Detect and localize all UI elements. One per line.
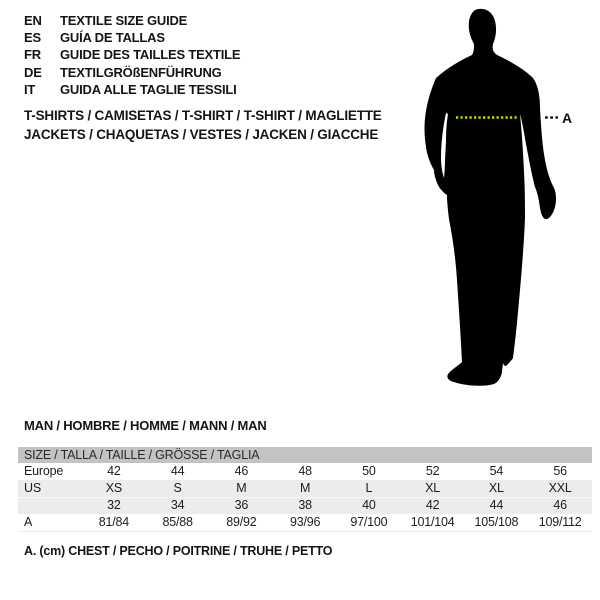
table-cell: 81/84	[98, 515, 130, 529]
size-table-header: SIZE / TALLA / TAILLE / GRÖSSE / TAGLIA	[18, 447, 592, 463]
table-cell: S	[173, 481, 182, 495]
table-cell: XL	[425, 481, 441, 495]
table-cell: 42	[425, 498, 440, 512]
lang-row-de	[24, 64, 240, 81]
table-cell: 97/100	[350, 515, 388, 529]
table-cell: M	[300, 481, 311, 495]
table-cell: 50	[362, 464, 376, 478]
lang-label: TEXTILGRÖßENFÜHRUNG	[60, 64, 222, 80]
table-cell: 105/108	[474, 515, 519, 529]
table-row-europe	[18, 463, 592, 480]
lang-row-es	[24, 29, 240, 46]
lang-label: GUIDE DES TAILLES TEXTILE	[60, 47, 241, 63]
lang-code: IT	[24, 81, 36, 97]
table-row-chest-cm	[18, 514, 592, 532]
section-label-man: MAN / HOMBRE / HOMME / MANN / MAN	[24, 418, 267, 433]
table-cell: 34	[170, 498, 185, 512]
category-line-tshirts: T-SHIRTS / CAMISETAS / T-SHIRT / T-SHIRT / MAGLIETTE	[24, 108, 382, 123]
table-cell: 40	[362, 498, 376, 512]
table-cell: 85/88	[162, 515, 193, 529]
row-label	[18, 497, 82, 514]
table-cell: 101/104	[410, 515, 455, 529]
table-cell: 32	[107, 498, 121, 512]
category-line-jackets: JACKETS / CHAQUETAS / VESTES / JACKEN / GIACCHE	[24, 127, 379, 142]
lang-label: GUIDA ALLE TAGLIE TESSILI	[60, 81, 237, 97]
row-label: A	[24, 515, 33, 529]
table-cell: XXL	[548, 481, 572, 495]
lang-code: DE	[24, 64, 42, 80]
lang-code: ES	[24, 30, 41, 46]
table-cell: 36	[234, 498, 249, 512]
table-cell: 89/92	[226, 515, 257, 529]
table-cell: 42	[107, 464, 121, 478]
male-silhouette	[425, 9, 557, 386]
garment-category-block	[24, 106, 382, 144]
table-cell: 38	[298, 498, 312, 512]
table-cell: 46	[553, 498, 567, 512]
male-silhouette-figure	[420, 0, 600, 400]
lang-code: EN	[24, 13, 42, 28]
row-label: Europe	[24, 464, 64, 478]
lang-label: TEXTILE SIZE GUIDE	[60, 13, 188, 28]
table-cell: 52	[425, 464, 440, 478]
size-table	[18, 447, 592, 532]
table-cell: 109/112	[538, 515, 582, 529]
lang-row-fr	[24, 46, 240, 63]
table-cell: L	[365, 481, 373, 495]
lang-row-en	[24, 12, 240, 29]
language-title-block	[24, 12, 240, 98]
table-cell: XS	[105, 481, 123, 495]
table-cell: 44	[170, 464, 185, 478]
table-cell: 54	[489, 464, 504, 478]
row-label: US	[24, 481, 41, 495]
table-cell: 48	[298, 464, 312, 478]
table-cell: 46	[234, 464, 249, 478]
table-row-numeric	[18, 497, 592, 514]
lang-code: FR	[24, 47, 41, 63]
measure-legend-note: A. (cm) CHEST / PECHO / POITRINE / TRUHE / PETTO	[24, 544, 333, 558]
table-cell: XL	[488, 481, 504, 495]
table-cell: 93/96	[289, 515, 321, 529]
lang-label: GUÍA DE TALLAS	[60, 30, 165, 46]
lang-row-it	[24, 81, 240, 98]
table-cell: 56	[553, 464, 567, 478]
table-row-us	[18, 480, 592, 497]
table-cell: 44	[489, 498, 504, 512]
measure-label-a: A	[562, 110, 573, 126]
table-cell: M	[236, 481, 247, 495]
